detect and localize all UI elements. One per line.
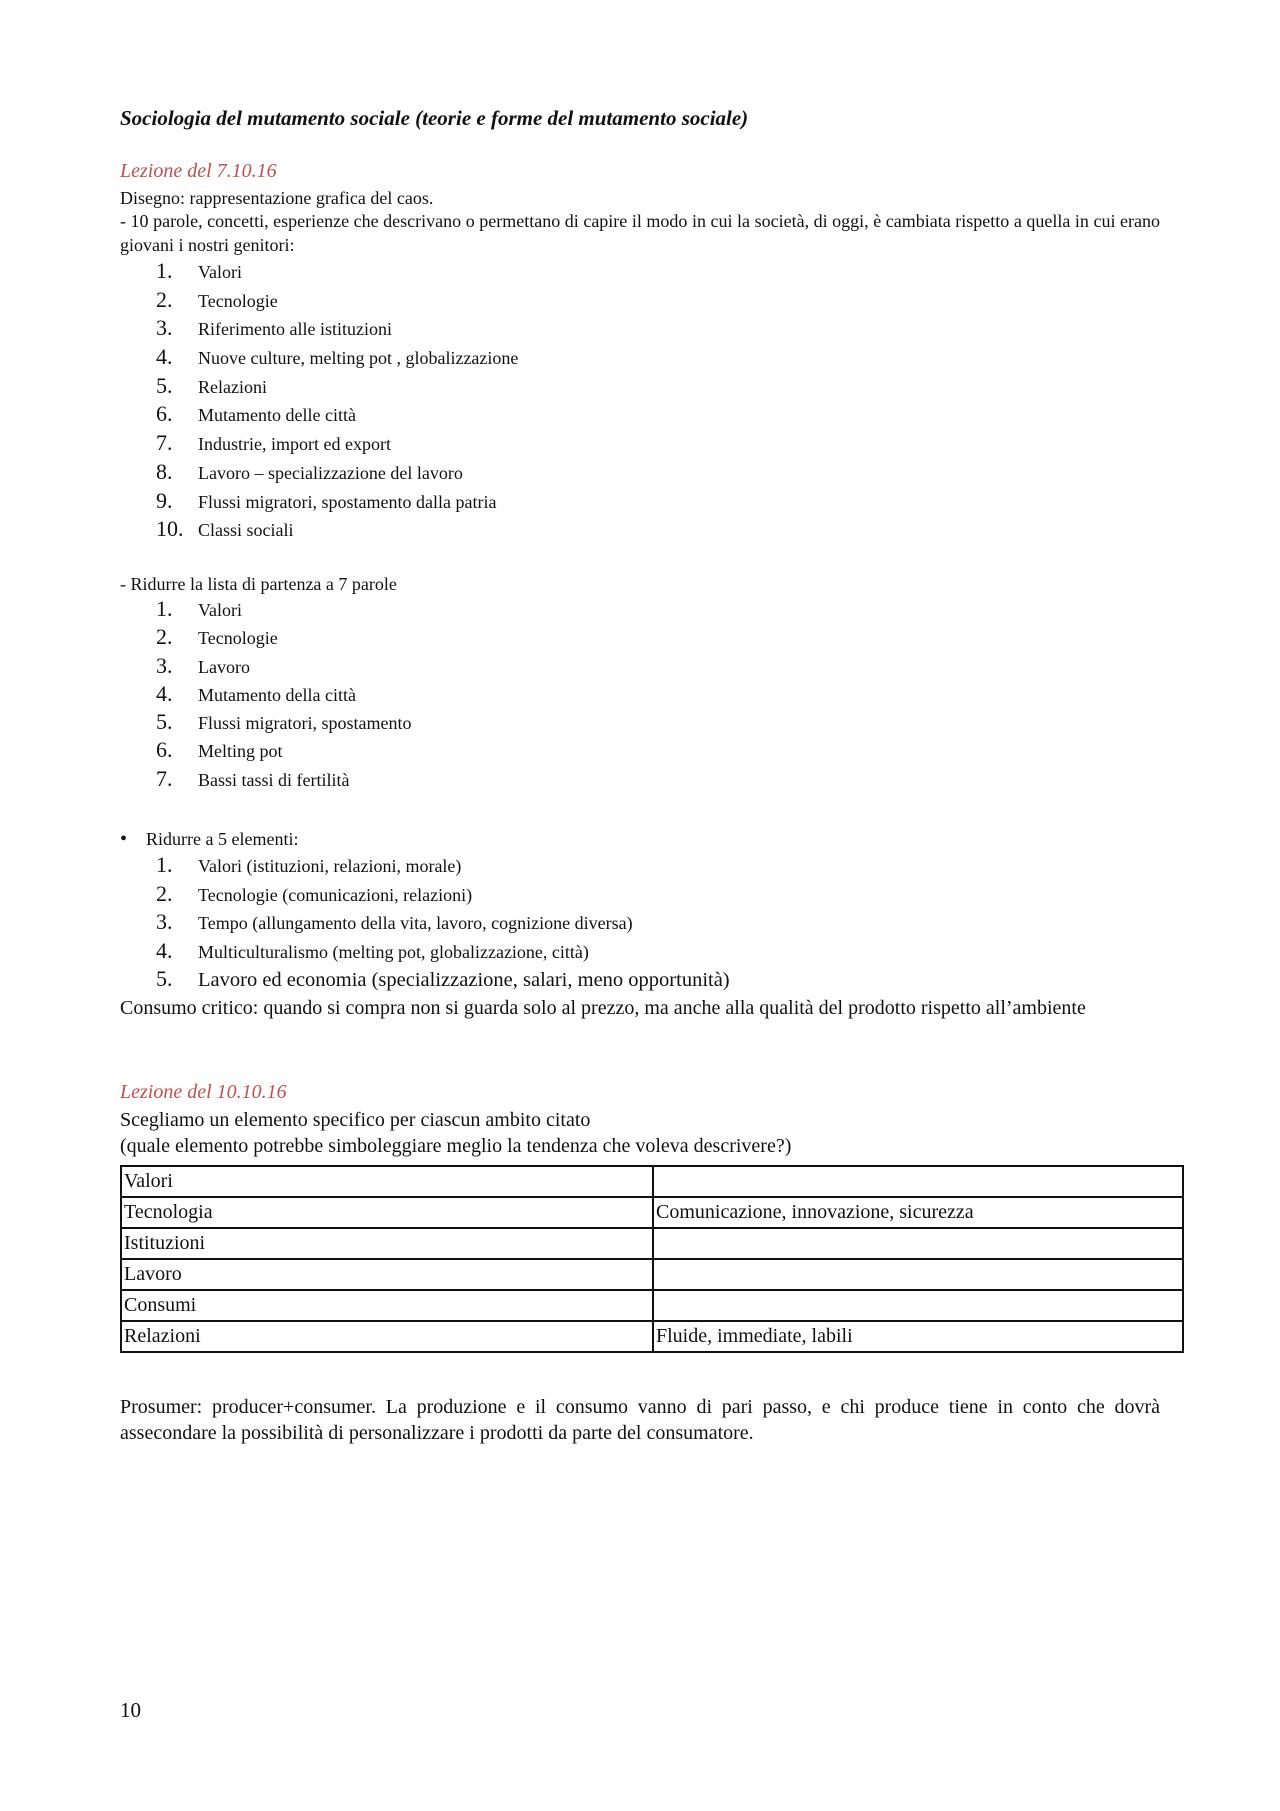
reduce-to-five: • Ridurre a 5 elementi: xyxy=(120,828,299,850)
list-item: 4. Nuove culture, melting pot , globalizzazione xyxy=(156,344,519,370)
table-row: Tecnologia Comunicazione, innovazione, sicurezza xyxy=(121,1197,1183,1228)
list-item: 5. Relazioni xyxy=(156,372,267,398)
prompt-paragraph: - 10 parole, concetti, esperienze che descrivano o permettano di capire il modo in cui la società, di oggi, è cambiata rispetto a quella in cui erano giovani i nostri genitori: xyxy=(120,211,1160,255)
lesson-heading-2: Lezione del 10.10.16 xyxy=(120,1081,287,1103)
table-row: Relazioni Fluide, immediate, labili xyxy=(121,1321,1183,1352)
elements-table xyxy=(120,1165,1184,1353)
list-seven-words xyxy=(156,596,412,794)
list-item: 3. Tempo (allungamento della vita, lavoro, cognizione diversa) xyxy=(156,909,633,934)
list-item: 3. Riferimento alle istituzioni xyxy=(156,315,392,341)
list-item: 1. Valori xyxy=(156,258,242,283)
reduce-to-seven: - Ridurre la lista di partenza a 7 parole xyxy=(120,574,397,594)
list-ten-words xyxy=(156,258,518,545)
list-item: 2. Tecnologie xyxy=(156,624,278,650)
bullet-icon: • xyxy=(120,828,128,850)
document-title: Sociologia del mutamento sociale (teorie e forme del mutamento sociale) xyxy=(120,106,749,130)
list-item: 8. Lavoro – specializzazione del lavoro xyxy=(156,458,463,484)
lesson-heading-1: Lezione del 7.10.16 xyxy=(120,160,277,182)
list-item: 2. Tecnologie (comunicazioni, relazioni) xyxy=(156,880,473,906)
consumo-critico-paragraph: Consumo critico: quando si compra non si guarda solo al prezzo, ma anche alla qualità del prodotto rispetto all’ambiente xyxy=(120,997,1086,1019)
list-item: 7. Industrie, import ed export xyxy=(156,430,391,456)
lesson2-line2: (quale elemento potrebbe simboleggiare meglio la tendenza che voleva descrivere?) xyxy=(120,1135,792,1157)
table-row: Valori xyxy=(121,1166,1183,1197)
prosumer-paragraph: Prosumer: producer+consumer. La produzione e il consumo vanno di pari passo, e chi produce tiene in conto che dovrà assecondare la possibilità di personalizzare i prodotti da parte del consumatore. xyxy=(120,1396,1160,1444)
intro-line: Disegno: rappresentazione grafica del caos. xyxy=(120,188,434,208)
list-item: 1. Valori (istituzioni, relazioni, morale) xyxy=(156,852,462,877)
lesson2-line1: Scegliamo un elemento specifico per ciascun ambito citato xyxy=(120,1109,591,1131)
list-item: 2. Tecnologie xyxy=(156,286,278,312)
list-item: 7. Bassi tassi di fertilità xyxy=(156,765,350,791)
list-item: 6. Mutamento delle città xyxy=(156,401,356,427)
list-item: 5. Flussi migratori, spostamento xyxy=(156,709,412,735)
page-number: 10 xyxy=(120,1698,141,1722)
table-row: Lavoro xyxy=(121,1259,1183,1290)
list-five-elements xyxy=(156,852,730,995)
list-item: 9. Flussi migratori, spostamento dalla patria xyxy=(156,487,497,513)
table-row: Istituzioni xyxy=(121,1228,1183,1259)
table-row: Consumi xyxy=(121,1290,1183,1321)
list-item: 4. Mutamento della città xyxy=(156,680,356,706)
list-item: 5. Lavoro ed economia (specializzazione, salari, meno opportunità) xyxy=(156,966,730,991)
list-item: 3. Lavoro xyxy=(156,652,250,678)
list-item: 6. Melting pot xyxy=(156,737,283,763)
list-item: 1. Valori xyxy=(156,596,242,621)
list-item: 10. Classi sociali xyxy=(156,516,294,542)
list-item: 4. Multiculturalismo (melting pot, globalizzazione, città) xyxy=(156,937,589,963)
